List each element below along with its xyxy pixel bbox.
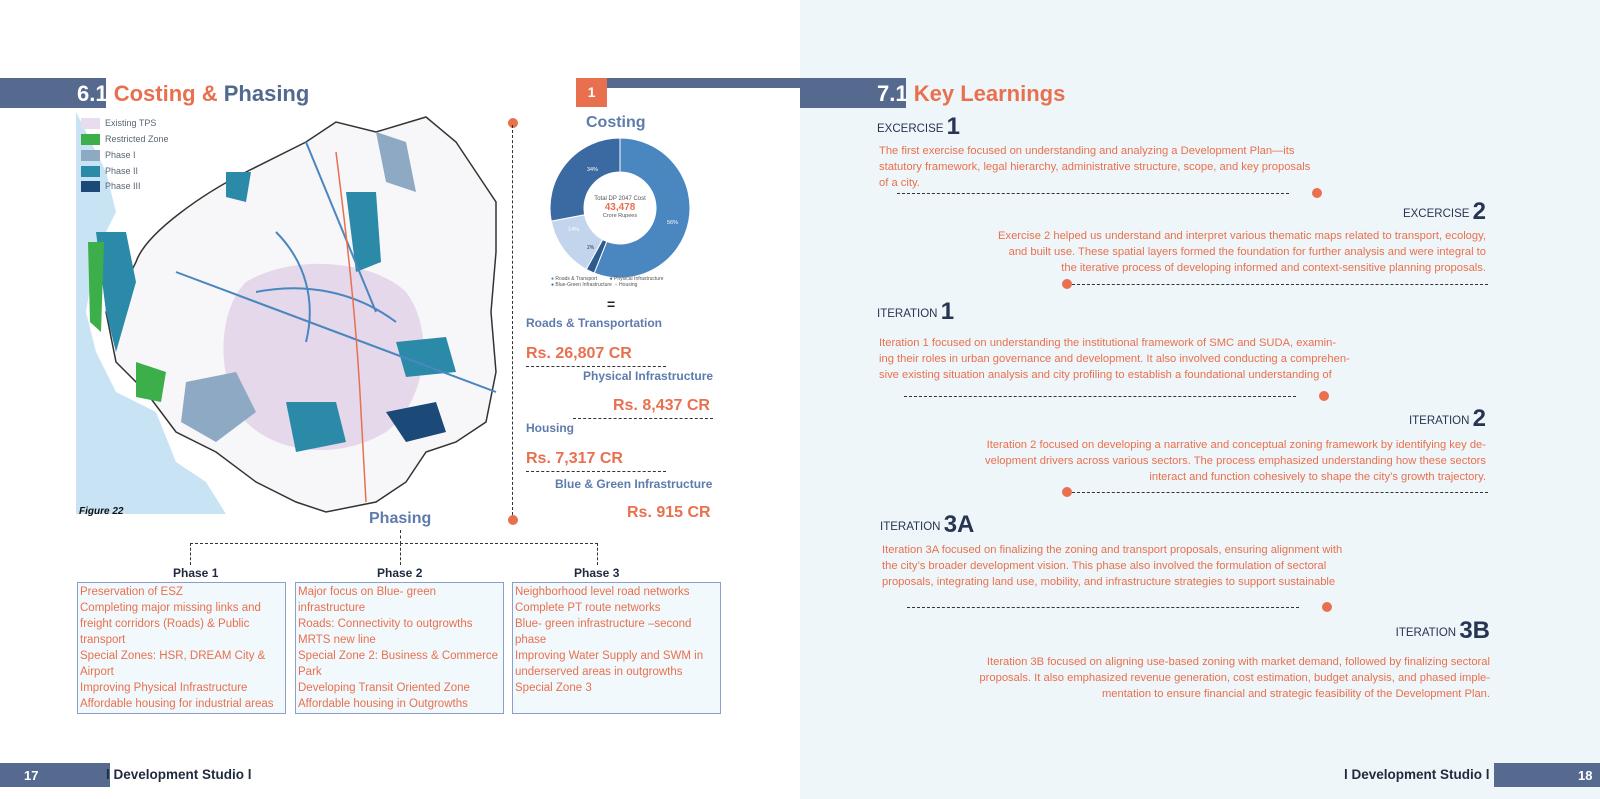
page-marker: 1: [576, 78, 607, 107]
iteration-2-text: [906, 437, 1486, 485]
legend-label: Phase II: [105, 166, 139, 176]
phase-item: MRTS new line: [298, 634, 376, 646]
text-line: the city’s broader development vision. This phase also involved the formulation of sectoral: [882, 560, 1327, 572]
phase-item: Park: [298, 666, 322, 678]
slice-label: 2%: [587, 245, 595, 251]
legend-label: Phase I: [105, 150, 136, 160]
iteration-3a-label: [880, 511, 974, 539]
donut-legend-item: Roads & Transport: [555, 276, 598, 282]
block-label: ITERATION: [1395, 627, 1457, 639]
donut-legend-item: Physical Infrastructure: [614, 276, 664, 282]
phase-item: Roads: Connectivity to outgrowths: [298, 618, 473, 630]
divider: [526, 366, 666, 367]
right-page: [800, 0, 1600, 799]
divider: [904, 396, 1296, 397]
block-number: 1: [946, 113, 961, 140]
phase-item: Improving Water Supply and SWM in: [515, 650, 704, 662]
divider: [526, 471, 666, 472]
cost-label-physical: Physical Infrastructure: [583, 369, 714, 383]
iteration-3b-label: [1396, 617, 1490, 645]
text-line: Iteration 2 focused on developing a narrative and conceptual zoning framework by identifying key de-: [986, 439, 1486, 451]
phase-item: Improving Physical Infrastructure: [80, 682, 248, 694]
legend-label: Restricted Zone: [105, 134, 169, 144]
phase-item: Airport: [80, 666, 114, 678]
phase-2-title: Phase 2: [377, 566, 423, 580]
phase-3-box: [512, 582, 721, 714]
block-number: 2: [1472, 405, 1486, 432]
header-bar-right: [605, 78, 800, 88]
iteration-1-label: [877, 298, 954, 326]
text-line: velopment drivers across various sectors. The process emphasized understanding how these sectors: [985, 455, 1486, 467]
divider-dot: [1319, 391, 1329, 401]
text-line: Iteration 1 focused on understanding the institutional framework of SMC and SUDA, examin-: [879, 337, 1337, 349]
phase-item: Special Zone 2: Business & Commerce: [298, 650, 499, 662]
block-label: ITERATION: [880, 521, 941, 533]
legend-restricted-zone: [81, 134, 169, 145]
exercise-2-label: [1403, 198, 1486, 226]
block-label: EXCERCISE: [877, 123, 944, 135]
cost-label-blue-green: Blue & Green Infrastructure: [555, 477, 713, 491]
phasing-connector: [400, 543, 401, 565]
divider: [897, 193, 1289, 194]
section-number: 6.1: [77, 81, 108, 106]
equals-sign: =: [607, 296, 616, 312]
section-number: 7.1: [877, 81, 908, 106]
costing-title: Costing: [586, 114, 646, 131]
block-number: 3A: [943, 511, 975, 538]
text-line: Exercise 2 helped us understand and interpret various thematic maps related to transport, ecology,: [998, 230, 1486, 242]
exercise-1-label: [877, 113, 960, 141]
phasing-connector: [190, 543, 598, 544]
legend-label: Phase III: [105, 181, 141, 191]
footer-bar: [0, 763, 110, 787]
text-line: proposals, integrating land use, mobility, and infrastructure strategies to support sustainable: [882, 576, 1336, 588]
heading-part1: Costing &: [113, 81, 218, 106]
footer-title: l Development Studio l: [1344, 767, 1490, 782]
text-line: ing their roles in urban governance and development. It also involved conducting a comprehen-: [879, 353, 1350, 365]
legend-phase-2: [81, 166, 138, 177]
block-number: 1: [940, 298, 955, 325]
block-label: ITERATION: [877, 308, 938, 320]
phase-item: freight corridors (Roads) & Public: [80, 618, 250, 630]
phasing-connector: [400, 530, 401, 544]
donut-legend-item: Blue-Green Infrastructure: [555, 282, 612, 288]
cost-value-blue-green: Rs. 915 CR: [627, 504, 711, 521]
phase-3-title: Phase 3: [574, 566, 620, 580]
phase-1-box: [77, 582, 286, 714]
text-line: sive existing situation analysis and city profiling to establish a foundational understanding of: [879, 369, 1332, 381]
figure-caption: Figure 22: [79, 506, 124, 517]
donut-center-line1: Total DP 2047 Cost: [594, 196, 646, 202]
connector-dot-bottom: [508, 515, 518, 525]
text-line: The first exercise focused on understanding and analyzing a Development Plan—its: [879, 145, 1295, 157]
phase-item: Blue- green infrastructure –second: [515, 618, 692, 630]
text-line: interact and function cohesively to shape the city’s growth trajectory.: [1149, 471, 1486, 483]
iteration-1-text: [879, 335, 1399, 383]
cost-value-roads: Rs. 26,807 CR: [526, 345, 632, 362]
section-heading: [77, 81, 309, 107]
cost-value-housing: Rs. 7,317 CR: [526, 450, 623, 467]
phase-item: Affordable housing for industrial areas: [80, 698, 274, 710]
legend-existing-tps: [81, 118, 156, 129]
phase-item: Affordable housing in Outgrowths: [298, 698, 468, 710]
divider-dot: [1322, 602, 1332, 612]
exercise-2-text: [926, 228, 1486, 276]
iteration-2-label: [1409, 405, 1486, 433]
legend-phase-3: [81, 181, 141, 192]
phase-item: Special Zones: HSR, DREAM City &: [80, 650, 266, 662]
cost-label-housing: Housing: [526, 421, 574, 435]
footer-title: l Development Studio l: [106, 767, 252, 782]
divider-dot: [1312, 188, 1322, 198]
exercise-1-text: [879, 143, 1349, 191]
cost-label-roads: Roads & Transportation: [526, 316, 663, 330]
block-label: EXCERCISE: [1402, 208, 1470, 220]
donut-legend-item: Housing: [619, 282, 638, 288]
phase-item: Preservation of ESZ: [80, 586, 183, 598]
donut-legend: ● Roads & Transport ● Physical Infrastructure ● Blue-Green Infrastructure ● Housing: [551, 276, 664, 288]
legend-label: Existing TPS: [105, 118, 157, 128]
phase-1-title: Phase 1: [173, 566, 219, 580]
text-line: the iterative process of developing informed and context-sensitive planning proposals.: [1061, 262, 1486, 274]
text-line: of a city.: [879, 177, 920, 189]
phase-item: infrastructure: [298, 602, 366, 614]
phase-item: transport: [80, 634, 126, 646]
block-number: 2: [1472, 198, 1486, 225]
phase-item: Special Zone 3: [515, 682, 592, 694]
divider-dot: [1062, 279, 1072, 289]
legend-phase-1: [81, 150, 136, 161]
text-line: Iteration 3A focused on finalizing the zoning and transport proposals, ensuring alignment with: [882, 544, 1343, 556]
phasing-connector: [190, 543, 191, 565]
block-number: 3B: [1459, 617, 1490, 644]
text-line: Iteration 3B focused on aligning use-based zoning with market demand, followed by finalizing sectoral: [986, 656, 1490, 668]
phasing-connector: [597, 543, 598, 565]
divider: [573, 418, 713, 419]
city-phasing-map: [76, 112, 508, 514]
phase-item: Completing major missing links and: [80, 602, 261, 614]
phase-item: Complete PT route networks: [515, 602, 661, 614]
text-line: mentation to ensure financial and strategic feasibility of the Development Plan.: [1101, 688, 1490, 700]
divider: [1072, 492, 1488, 493]
iteration-3a-text: [882, 542, 1402, 590]
donut-center: [585, 196, 655, 219]
phase-2-box: [295, 582, 504, 714]
connector-line: [512, 125, 513, 515]
slice-label: 14%: [568, 227, 580, 233]
phase-item: phase: [515, 634, 547, 646]
phase-item: underserved areas in outgrowths: [515, 666, 683, 678]
donut-center-value: 43,478: [604, 202, 636, 213]
heading-part2: Phasing: [223, 81, 310, 106]
slice-label: 56%: [667, 220, 679, 226]
divider: [907, 607, 1299, 608]
phase-item: Developing Transit Oriented Zone: [298, 682, 470, 694]
divider-dot: [1062, 487, 1072, 497]
cost-value-physical: Rs. 8,437 CR: [613, 397, 710, 414]
phase-item: Major focus on Blue- green: [298, 586, 437, 598]
donut-center-line2: Crore Rupees: [602, 213, 638, 219]
slice-label: 34%: [587, 167, 599, 173]
connector-dot-top: [508, 118, 518, 128]
text-line: and built use. These spatial layers formed the foundation for further analysis and were integral to: [1008, 246, 1486, 258]
page-number: 18: [1578, 768, 1593, 783]
iteration-3b-text: [910, 654, 1490, 702]
phasing-title: Phasing: [369, 510, 432, 527]
text-line: proposals. It also emphasized revenue generation, cost estimation, budget analysis, and phased imple-: [979, 672, 1490, 684]
page-number: 17: [24, 768, 39, 783]
section-heading: [877, 81, 1065, 107]
block-label: ITERATION: [1408, 415, 1470, 427]
text-line: statutory framework, legal hierarchy, administrative structure, scope, and key proposals: [879, 161, 1311, 173]
phase-item: Neighborhood level road networks: [515, 586, 690, 598]
divider: [1072, 284, 1488, 285]
section-title: Key Learnings: [913, 81, 1066, 106]
